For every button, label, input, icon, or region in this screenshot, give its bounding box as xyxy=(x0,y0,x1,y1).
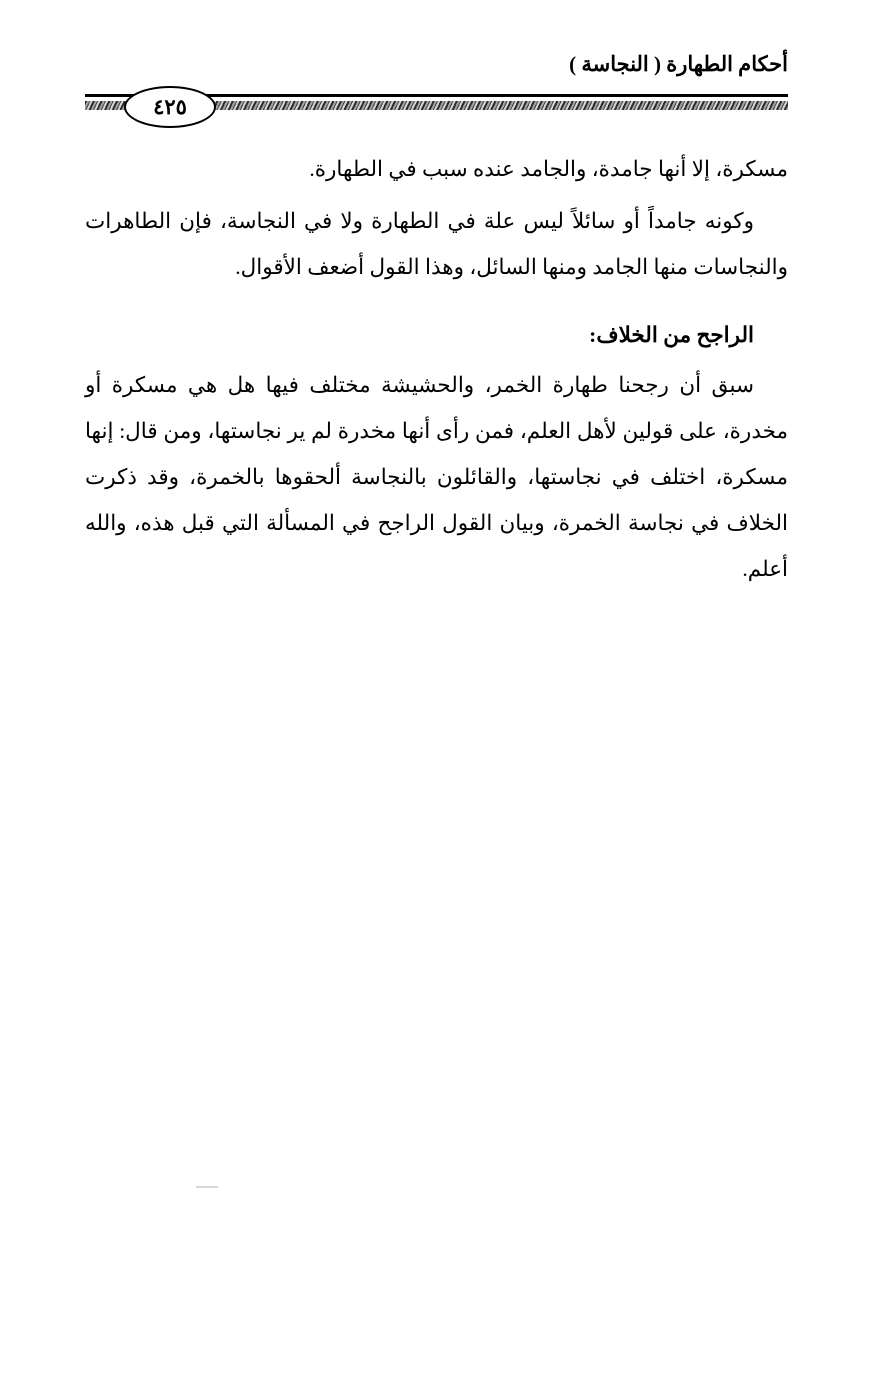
paragraph-2: وكونه جامداً أو سائلاً ليس علة في الطهارة ولا في النجاسة، فإن الطاهرات والنجاسات منها الجامد ومنها السائل، وهذا القول أضعف الأقوال. xyxy=(85,209,788,279)
section-heading: الراجح من الخلاف: xyxy=(589,323,754,347)
paragraph-3: سبق أن رجحنا طهارة الخمر، والحشيشة مختلف فيها هل هي مسكرة أو مخدرة، على قولين لأهل العلم، فمن رأى أنها مخدرة لم ير نجاستها، ومن قال: إنها مسكرة، اختلف في نجاستها، والقائلون بالنجاسة ألحقوها بالخمرة، وقد ذكرت الخلاف في نجاسة الخمرة، وبيان القول الراجح في المسألة التي قبل هذه، والله أعلم. xyxy=(85,373,788,581)
header-title: أحكام الطهارة ( النجاسة ) xyxy=(569,52,788,76)
page-header xyxy=(85,52,788,122)
paragraph-1: مسكرة، إلا أنها جامدة، والجامد عنده سبب في الطهارة. xyxy=(309,157,788,181)
page-content xyxy=(85,146,788,598)
page-number-badge: ٤٢٥ xyxy=(124,86,216,128)
scan-artifact xyxy=(196,1186,218,1188)
header-rule xyxy=(85,94,788,119)
